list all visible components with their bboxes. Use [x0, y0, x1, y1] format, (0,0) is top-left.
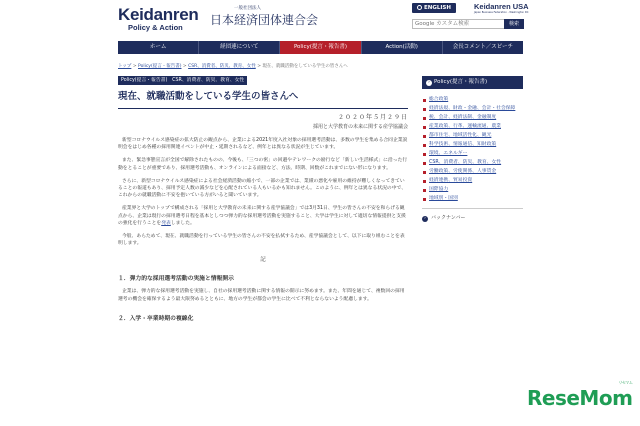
article-date: ２０２０年５月２９日	[337, 114, 408, 121]
article	[118, 76, 408, 322]
breadcrumb-sep: >	[257, 64, 263, 69]
resemom-brand-sub: リセマム	[618, 380, 633, 385]
english-label: ENGLISH	[424, 5, 451, 11]
ki-mark: 記	[260, 257, 266, 264]
sidebar-item[interactable]: 経済連携、貿易投資	[422, 177, 523, 186]
back-number-label: バックナンバー	[431, 215, 466, 221]
nav-policy[interactable]: Policy(提言・報告書)	[280, 41, 361, 54]
sidebar-item[interactable]: 科学技術、情報通信、知財政策	[422, 141, 523, 150]
sidebar-item[interactable]: 産業政策、行革、運輸流通、農業	[422, 123, 523, 132]
paragraph-text: 産業界と大学のトップで構成される「採用と大学教育の未来に関する産学協議会」では3月31日、学生の皆さんの不安を和らげる観点から、企業は現行の採用選考日程を基本としつつ弾力的な採用選考活動を実施すること、大学は学生に対して適切な情報提供と支援の強化を行うことを	[118, 206, 406, 226]
chevron-right-icon: ›	[422, 216, 428, 222]
back-number-link[interactable]	[422, 208, 523, 222]
sidebar	[422, 76, 523, 222]
logo-jp-small: 一般社団法人	[234, 6, 261, 11]
page-title: 現在、就職活動をしている学生の皆さんへ	[118, 91, 299, 102]
sidebar-item[interactable]: 総合政策	[422, 96, 523, 105]
paragraph: 企業は、弾力的な採用選考活動を実施し、自社の採用選考活動に関する情報の開示に努めます。また、年間を通じて、複数回の採用選考の機会を確保するよう最大限努めるとともに、地方の学生が都会の学生に比べて不利とならないよう配慮します。	[118, 289, 405, 302]
section-heading: １．弾力的な採用選考活動の実施と情報開示	[118, 276, 234, 283]
breadcrumb-policy[interactable]: Policy(提言・報告書)	[138, 64, 182, 69]
paragraph: 新型コロナウイルス感染症の拡大防止の観点から、企業による2021年度入社対象の採用選考活動は、多数の学生を集める合同企業説明会をはじめ各種の採用関連イベントが中止・延期されるなど、例年とは異なる状況が生じています。	[118, 138, 408, 151]
paragraph-text-suffix: しました。	[170, 220, 195, 226]
chevron-right-icon: ›	[426, 80, 432, 86]
logo-en-subtitle: Policy & Action	[128, 23, 183, 32]
nav-comments[interactable]: 会長コメント／スピーチ	[452, 44, 514, 50]
nav-action[interactable]: Action(活動)	[362, 41, 443, 54]
breadcrumb-sep: >	[132, 64, 139, 69]
breadcrumb-sep: >	[182, 64, 189, 69]
breadcrumb-top[interactable]: トップ	[118, 64, 132, 69]
paragraph: さらに、新型コロナウイルス感染症による社会経済活動の縮小で、一部の企業では、業績の悪化や雇用の維持が難しくなってきていることの報道もあり、採用予定人数の減少などを心配されている人もいるかも知れません。このように、例年とは異なる状況の中で、これからの就職活動に不安を抱いている方がいると聞いています。	[118, 178, 407, 199]
search-input[interactable]	[413, 20, 497, 28]
sidebar-item[interactable]: 環境、エネルギー	[422, 150, 523, 159]
sidebar-list	[422, 96, 523, 204]
english-button[interactable]	[412, 3, 456, 13]
sidebar-item[interactable]: 労働政策、労使関係、人事賃金	[422, 168, 523, 177]
category-tag[interactable]: Policy(提言・報告書) CSR、消費者、防災、教育、女性	[118, 76, 247, 85]
keidanren-usa-link[interactable]	[474, 3, 530, 14]
article-org: 採用と大学教育の未来に関する産学協議会	[312, 124, 408, 130]
site-header	[0, 0, 640, 40]
resemom-watermark	[527, 380, 633, 410]
search-box	[412, 19, 524, 29]
paragraph-with-link	[118, 205, 408, 227]
paragraph: また、緊急事態宣言が全国で解除されたものの、今後も、「三つの密」の回避やテレワークの励行など「新しい生活様式」に沿った行動をとることが重要であり、採用選考活動も、オンラインによる面接など、方法、時期、回数がこれまでにない形になります。	[118, 158, 408, 171]
search-button[interactable]: 検索	[504, 19, 524, 29]
sidebar-heading[interactable]	[422, 76, 523, 89]
nav-home[interactable]: ホーム	[118, 41, 199, 54]
announcement-link[interactable]: 発表	[161, 220, 171, 226]
keidanren-usa-title: Keidanren USA	[474, 2, 529, 11]
sidebar-item[interactable]: 国際協力	[422, 186, 523, 195]
header-right	[412, 2, 529, 27]
logo-en-title: Keidanren	[118, 5, 199, 24]
resemom-brand: ReseMom	[527, 386, 633, 410]
sidebar-item[interactable]: 経済法規、財政・金融、会計・社会保障	[422, 105, 523, 114]
paragraph: 今般、あらためて、現在、就職活動を行っている学生の皆さんの不安を払拭するため、産学協議会として、以下に取り組むことを表明します。	[118, 234, 405, 247]
section-heading: ２．入学・卒業時期の複線化	[118, 315, 194, 322]
breadcrumb	[118, 63, 498, 69]
logo-jp-main: 日本経済団体連合会	[210, 13, 319, 27]
sidebar-item[interactable]: CSR、消費者、防災、教育、女性	[422, 159, 523, 168]
keidanren-logo[interactable]	[118, 6, 198, 33]
sidebar-item[interactable]: 税、会計、経済法制、金融制度	[422, 114, 523, 123]
sidebar-heading-label: Policy(提言・報告書)	[434, 79, 488, 85]
main-nav	[118, 41, 523, 54]
nav-about[interactable]: 経団連について	[199, 41, 280, 54]
keidanren-logo-jp[interactable]	[210, 6, 318, 28]
title-block	[118, 86, 408, 109]
breadcrumb-category[interactable]: CSR、消費者、防災、教育、女性	[188, 64, 256, 69]
keidanren-usa-sub: Japan Business Federation - Washington DC	[474, 11, 529, 14]
breadcrumb-current: 現在、就職活動をしている学生の皆さんへ	[262, 64, 348, 69]
sidebar-item[interactable]: 都市住宅、地域活性化、観光	[422, 132, 523, 141]
sidebar-item[interactable]: 地域別・国別	[422, 195, 523, 204]
globe-icon	[417, 5, 422, 10]
